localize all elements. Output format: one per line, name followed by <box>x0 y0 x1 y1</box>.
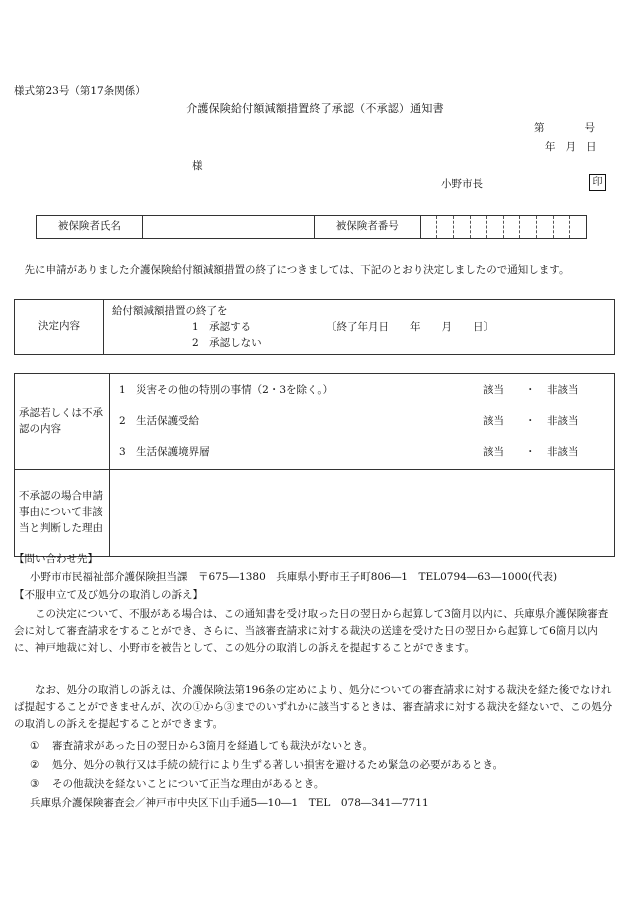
insured-number-digit[interactable] <box>520 216 537 239</box>
document-title: 介護保険給付額減額措置終了承認（不承認）通知書 <box>186 102 444 115</box>
seal-mark: 印 <box>589 174 606 191</box>
criterion-applicable[interactable]: 該当 <box>483 384 504 396</box>
approval-table <box>14 373 615 557</box>
issue-date <box>545 140 597 156</box>
list-text: その他裁決を経ないことについて正当な理由があるとき。 <box>52 778 325 790</box>
issuer-name: 小野市長 <box>441 178 483 190</box>
criterion-text: 3 生活保護境界層 <box>119 446 210 458</box>
insured-number-digit[interactable] <box>570 216 587 239</box>
reason-label: 不承認の場合申請事由について非該当と判断した理由 <box>15 470 110 557</box>
criterion-separator: ・ <box>525 415 536 427</box>
criterion-not-applicable[interactable]: 非該当 <box>547 384 579 396</box>
date-day: 日 <box>586 141 597 153</box>
date-month: 月 <box>565 141 577 153</box>
criterion-separator: ・ <box>525 446 536 458</box>
appeal-paragraph-1: この決定について、不服がある場合は、この通知書を受け取った日の翌日から起算して3箇月以内に、兵庫県介護保険審査会に対して審査請求をすることができ、さらに、当該審査請求に対する裁決の送達を受けた日の翌日から起算して6箇月以内に、神戸地裁に対し、小野市を被告として、この処分の取消しの訴えを提起することができます。 <box>14 608 609 654</box>
decision-line1: 給付額減額措置の終了を <box>112 305 228 317</box>
intro-text: 先に申請がありました介護保険給付額減額措置の終了につきましては、下記のとおり決定しましたので通知します。 <box>24 264 570 276</box>
insured-name-label: 被保険者氏名 <box>37 216 143 239</box>
criterion-not-applicable[interactable]: 非該当 <box>547 446 579 458</box>
criterion-applicable[interactable]: 該当 <box>483 415 504 427</box>
appeal-list-item <box>30 777 324 793</box>
insured-number-digit[interactable] <box>503 216 520 239</box>
appeal-list-item <box>30 758 503 774</box>
list-number: ② <box>30 759 40 771</box>
number-prefix: 第 <box>534 122 545 134</box>
appeal-list-item <box>30 739 373 755</box>
insured-name-field[interactable] <box>142 216 314 239</box>
reason-field[interactable] <box>110 470 615 557</box>
criterion-text: 2 生活保護受給 <box>119 415 200 427</box>
decision-option-reject <box>112 335 614 351</box>
appeal-heading: 【不服申立て及び処分の取消しの訴え】 <box>14 589 203 601</box>
approval-label: 承認若しくは不承認の内容 <box>15 374 110 470</box>
insured-number-label: 被保険者番号 <box>314 216 420 239</box>
addressee: 様 <box>192 160 203 172</box>
document-number <box>534 121 595 137</box>
criterion-row <box>111 375 613 406</box>
criterion-not-applicable[interactable]: 非該当 <box>547 415 579 427</box>
insured-number-digit[interactable] <box>453 216 470 239</box>
number-suffix: 号 <box>584 122 595 134</box>
inquiry-heading: 【問い合わせ先】 <box>14 553 98 565</box>
criterion-text: 1 災害その他の特別の事情（2・3を除く。） <box>119 384 334 396</box>
criterion-applicable[interactable]: 該当 <box>483 446 504 458</box>
list-number: ③ <box>30 778 40 790</box>
end-date-label: 〔終了年月日 年 月 日〕 <box>326 321 494 333</box>
decision-label: 決定内容 <box>15 300 104 355</box>
inquiry-contact: 小野市市民福祉部介護保険担当課 〒675―1380 兵庫県小野市王子町806―1 TEL0794―63―1000(代表) <box>30 571 558 583</box>
insured-number-digit[interactable] <box>553 216 570 239</box>
insured-person-table <box>36 215 587 239</box>
decision-body <box>104 300 615 355</box>
form-number: 様式第23号（第17条関係） <box>14 85 146 97</box>
list-text: 審査請求があった日の翌日から3箇月を経過しても裁決がないとき。 <box>52 740 374 752</box>
list-number: ① <box>30 740 40 752</box>
insured-number-digit[interactable] <box>470 216 487 239</box>
insured-number-digit[interactable] <box>420 216 437 239</box>
criterion-row <box>111 437 613 468</box>
review-board-contact: 兵庫県介護保険審査会／神戸市中央区下山手通5―10―1 TEL 078―341―7711 <box>30 797 429 809</box>
criterion-separator: ・ <box>525 384 536 396</box>
appeal-paragraph-2: なお、処分の取消しの訴えは、介護保険法第196条の定めにより、処分についての審査請求に対する裁決を経た後でなければ提起することができませんが、次の①から③までのいずれかに該当するときは、審査請求に対する裁決を経ないで、この処分の取消しの訴えを提起することができます。 <box>14 684 613 730</box>
insured-number-digit[interactable] <box>537 216 554 239</box>
reject-option-label: 2 承認しない <box>192 337 262 349</box>
criterion-row <box>111 406 613 437</box>
date-year: 年 <box>545 141 556 153</box>
approve-option-label: 1 承認する <box>192 321 252 333</box>
decision-table <box>14 299 615 355</box>
approval-criteria <box>110 374 615 470</box>
insured-number-digit[interactable] <box>487 216 504 239</box>
list-text: 処分、処分の執行又は手続の続行により生ずる著しい損害を避けるため緊急の必要があるとき。 <box>52 759 504 771</box>
decision-option-approve <box>112 319 614 335</box>
insured-number-digit[interactable] <box>437 216 454 239</box>
